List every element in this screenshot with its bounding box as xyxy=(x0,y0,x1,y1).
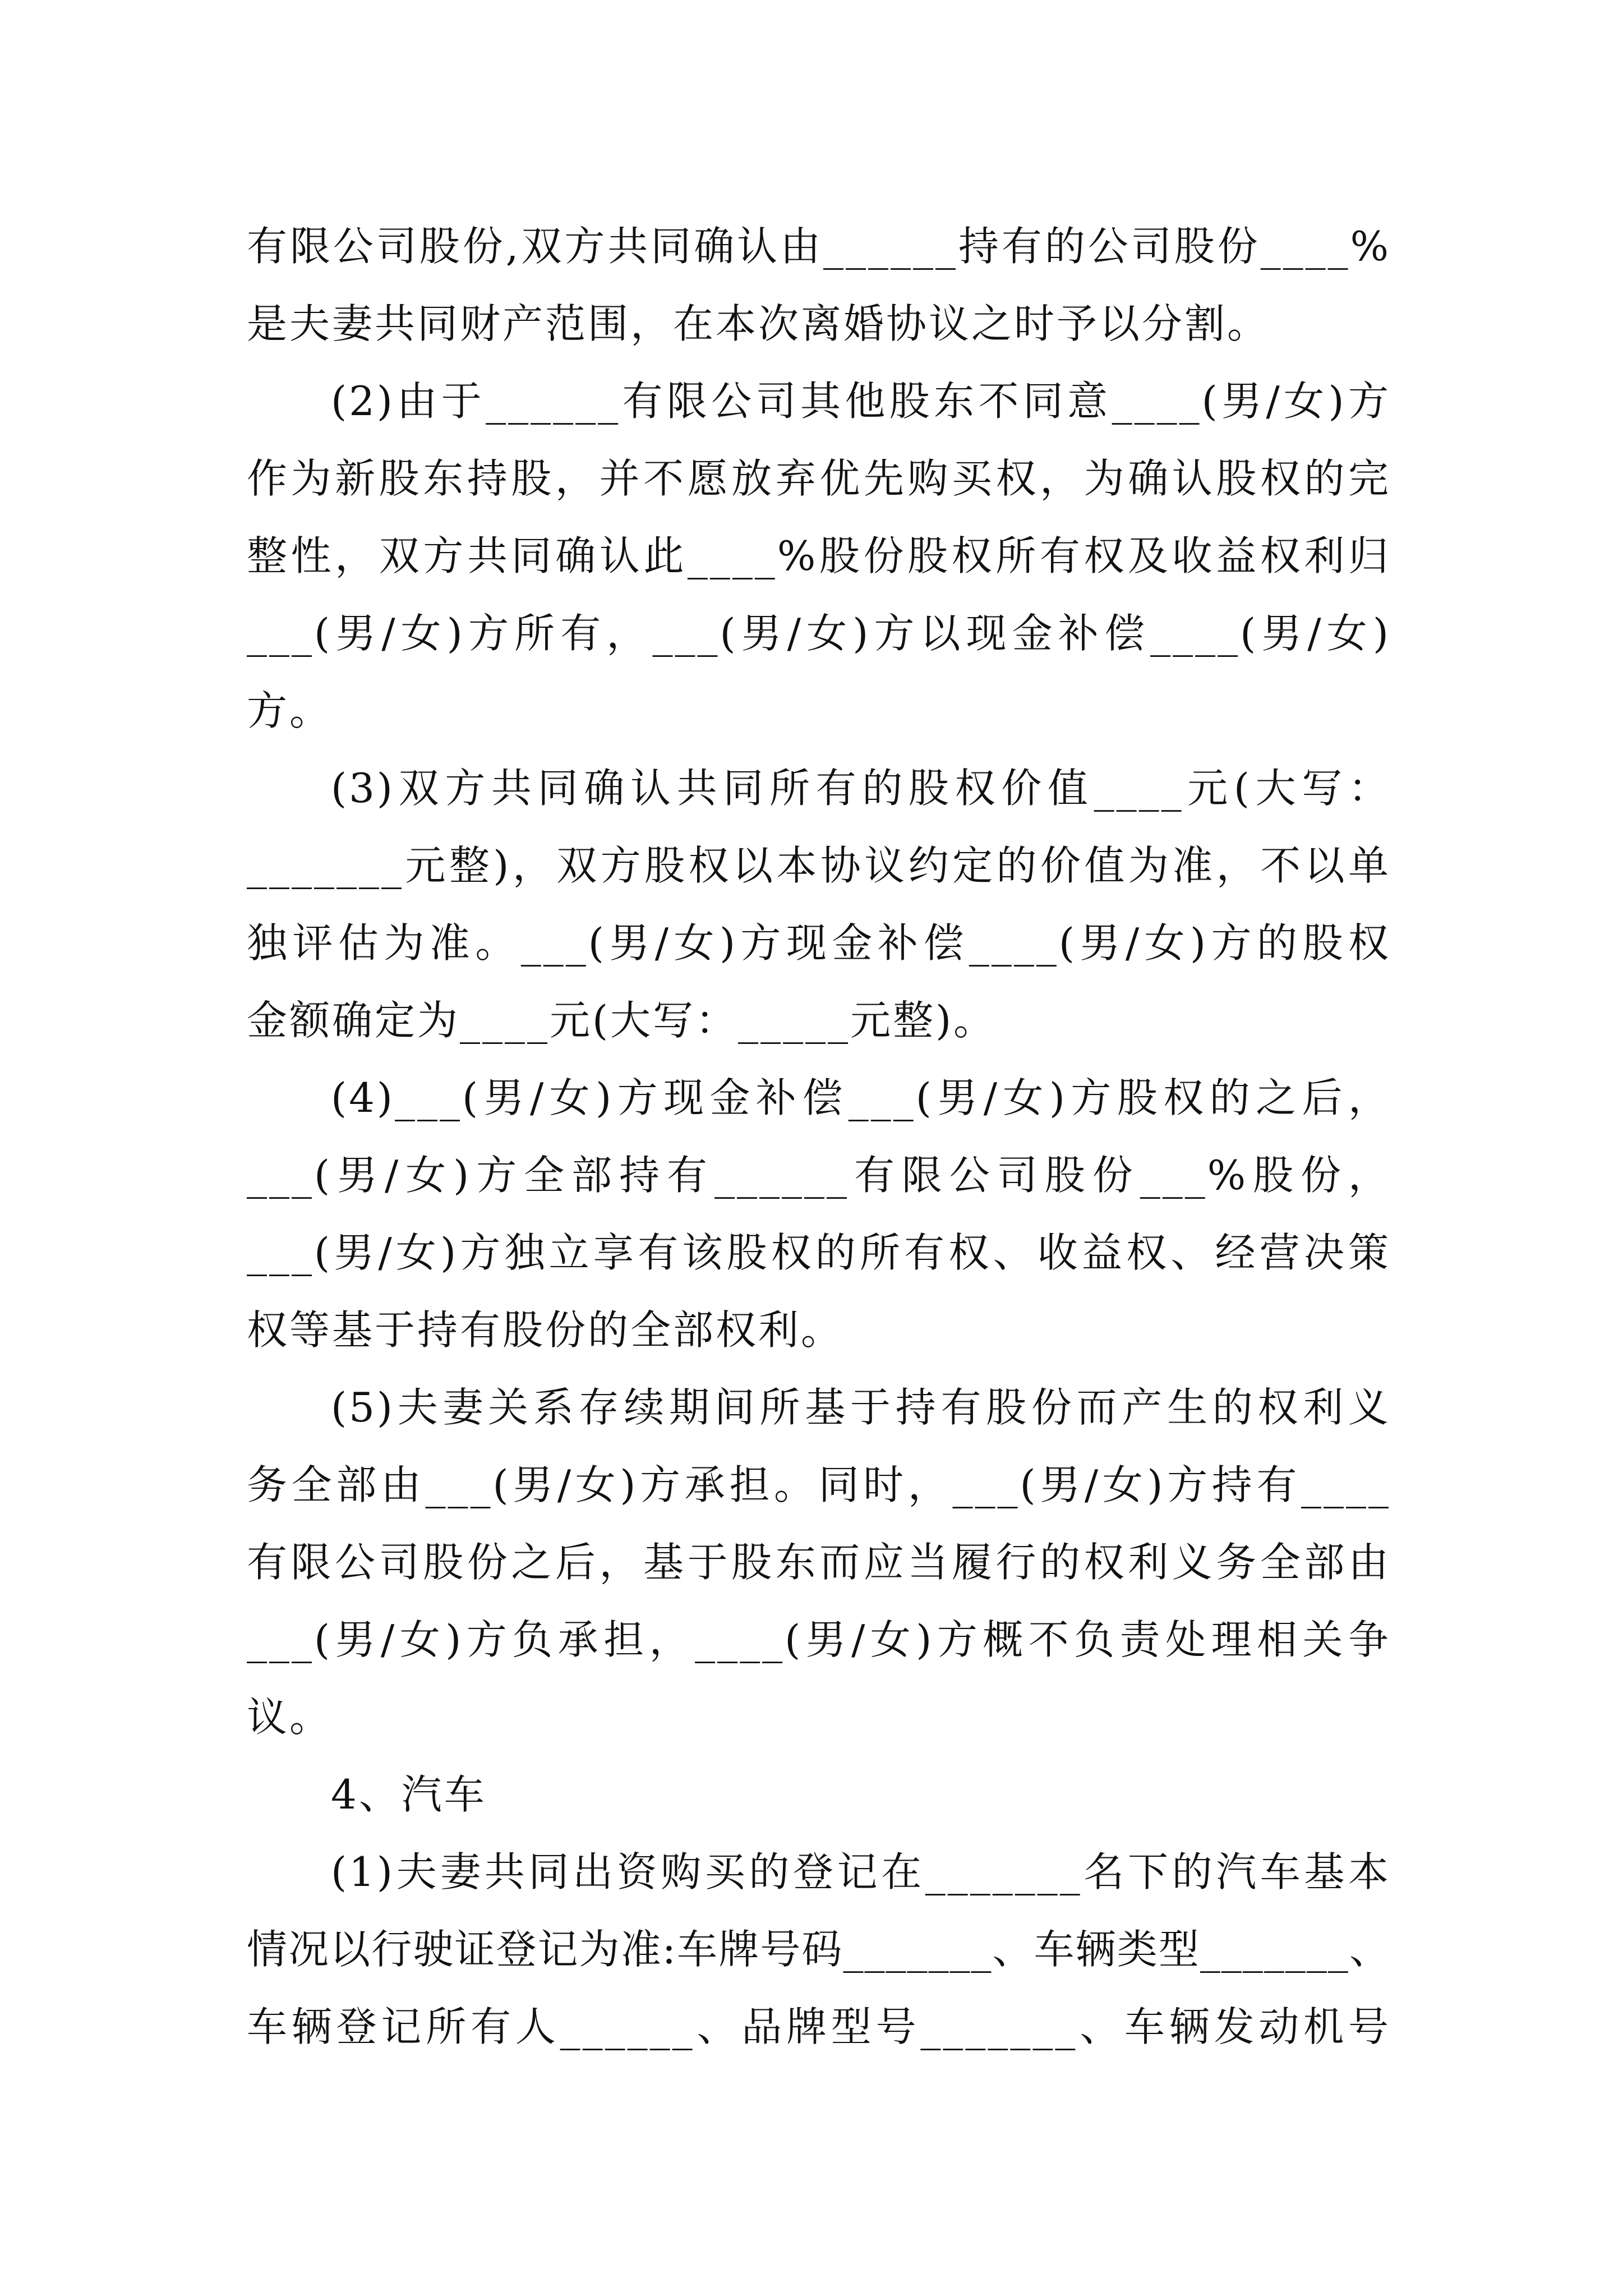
text-line: ___(男/女)方全部持有______有限公司股份___%股份， xyxy=(247,1152,1391,1199)
text-line: 有限公司股份之后，基于股东而应当履行的权利义务全部由 xyxy=(247,1539,1391,1586)
text-line: 是夫妻共同财产范围，在本次离婚协议之时予以分割。 xyxy=(247,300,1270,347)
text-line: _______元整)，双方股权以本协议约定的价值为准，不以单 xyxy=(247,842,1391,889)
text-line: 作为新股东持股，并不愿放弃优先购买权，为确认股权的完 xyxy=(247,455,1391,502)
text-line: ___(男/女)方所有，___(男/女)方以现金补偿____(男/女) xyxy=(247,610,1391,657)
text-line: 金额确定为____元(大写：_____元整)。 xyxy=(247,997,997,1044)
document-body xyxy=(247,208,1391,2065)
text-line: 整性，双方共同确认此____%股份股权所有权及收益权利归 xyxy=(247,532,1391,579)
text-line: 车辆登记所有人______、品牌型号_______、车辆发动机号 xyxy=(247,2003,1391,2050)
text-line: 情况以行驶证登记为准:车牌号码_______、车辆类型_______、 xyxy=(247,1926,1391,1973)
text-line: 方。 xyxy=(247,687,333,734)
section-heading: 4、汽车 xyxy=(331,1771,487,1818)
text-line: (5)夫妻关系存续期间所基于持有股份而产生的权利义 xyxy=(331,1384,1391,1431)
text-line: (2)由于______有限公司其他股东不同意____(男/女)方 xyxy=(331,378,1391,425)
text-line: 有限公司股份,双方共同确认由______持有的公司股份____% xyxy=(247,223,1391,270)
text-line: (3)双方共同确认共同所有的股权价值____元(大写： xyxy=(331,765,1391,812)
text-line: 议。 xyxy=(247,1694,333,1741)
text-line: ___(男/女)方独立享有该股权的所有权、收益权、经营决策 xyxy=(247,1229,1391,1276)
text-line: 权等基于持有股份的全部权利。 xyxy=(247,1306,844,1354)
text-line: (4)___(男/女)方现金补偿___(男/女)方股权的之后， xyxy=(331,1074,1391,1121)
text-line: (1)夫妻共同出资购买的登记在_______名下的汽车基本 xyxy=(331,1848,1391,1895)
text-line: 独评估为准。___(男/女)方现金补偿____(男/女)方的股权 xyxy=(247,919,1391,967)
text-line: 务全部由___(男/女)方承担。同时，___(男/女)方持有____ xyxy=(247,1461,1391,1508)
text-line: ___(男/女)方负承担，____(男/女)方概不负责处理相关争 xyxy=(247,1616,1391,1663)
